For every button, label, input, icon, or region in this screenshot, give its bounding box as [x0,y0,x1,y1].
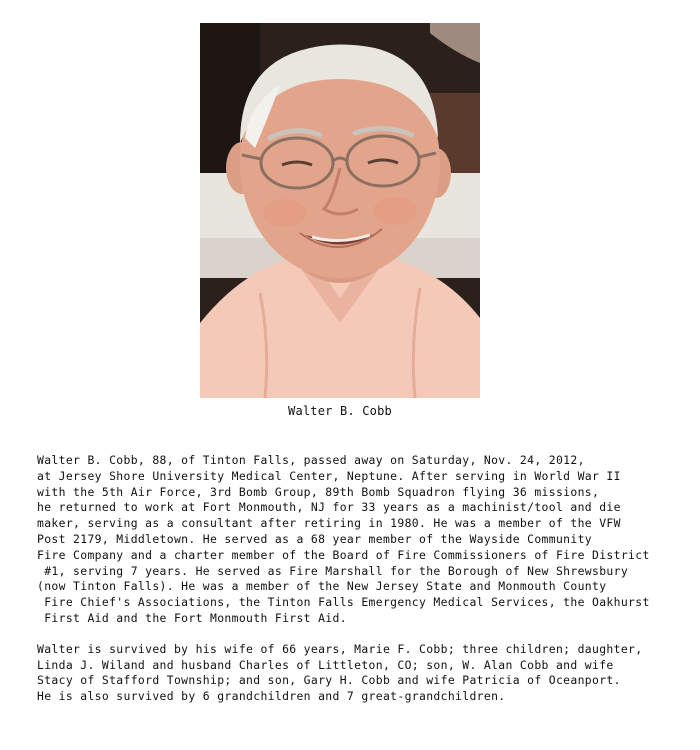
text-line: Post 2179, Middletown. He served as a 68 year member of the Wayside Community [37,531,592,546]
text-line: with the 5th Air Force, 3rd Bomb Group, 89th Bomb Squadron flying 36 missions, [37,484,600,499]
portrait-photo [200,23,480,398]
text-line: Linda J. Wiland and husband Charles of Littleton, CO; son, W. Alan Cobb and wife [37,657,614,672]
text-line: Stacy of Stafford Township; and son, Gary H. Cobb and wife Patricia of Oceanport. [37,673,621,688]
paragraph-1 [37,453,687,627]
text-line: maker, serving as a consultant after retiring in 1980. He was a member of the VFW [37,516,621,531]
text-line: He is also survived by 6 grandchildren and 7 great-grandchildren. [37,689,506,704]
text-line: Fire Company and a charter member of the Board of Fire Commissioners of Fire District [37,547,650,562]
obituary-text [37,453,687,705]
paragraph-spacer [37,627,687,642]
portrait-image [200,23,480,398]
paragraph-2 [37,642,687,705]
text-line: First Aid and the Fort Monmouth First Aid. [37,610,347,625]
text-line: Walter is survived by his wife of 66 years, Marie F. Cobb; three children; daughter, [37,641,643,656]
text-line: Walter B. Cobb, 88, of Tinton Falls, passed away on Saturday, Nov. 24, 2012, [37,453,585,467]
text-line: Fire Chief's Associations, the Tinton Falls Emergency Medical Services, the Oakhurst [37,595,650,610]
photo-caption: Walter B. Cobb [288,404,392,418]
text-line: at Jersey Shore University Medical Center, Neptune. After serving in World War II [37,468,621,483]
text-line: he returned to work at Fort Monmouth, NJ for 33 years as a machinist/tool and die [37,500,621,515]
text-line: #1, serving 7 years. He served as Fire Marshall for the Borough of New Shrewsbury [37,563,629,578]
text-line: (now Tinton Falls). He was a member of the New Jersey State and Monmouth County [37,579,607,594]
